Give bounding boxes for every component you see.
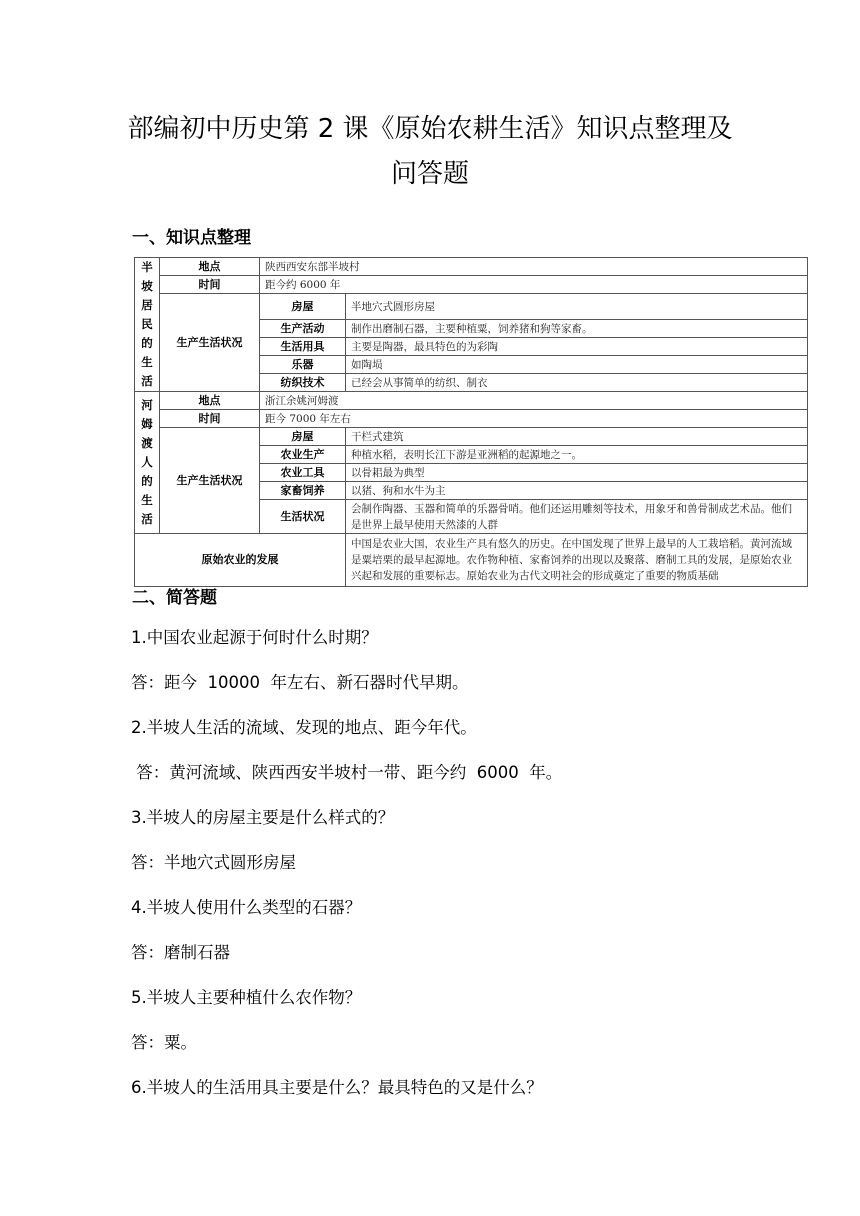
hemudu-row-label: 家畜饲养 [260, 482, 346, 500]
banpo-side-label: 半 坡 居 民 的 生 活 [135, 258, 160, 392]
hemudu-row-label: 农业生产 [260, 446, 346, 464]
question-5: 5.半坡人主要种植什么农作物？ [131, 988, 362, 1007]
hemudu-location-value: 浙江余姚河姆渡 [260, 392, 808, 410]
knowledge-table [134, 257, 808, 587]
answer-2: 答：黄河流域、陕西西安半坡村一带、距今约 6000 年。 [131, 763, 563, 782]
development-label: 原始农业的发展 [135, 534, 346, 587]
banpo-row-value: 已经会从事简单的纺织、制衣 [346, 374, 808, 392]
answer-1: 答：距今 10000 年左右、新石器时代早期。 [131, 673, 469, 692]
banpo-row-label: 纺织技术 [260, 374, 346, 392]
banpo-location-label: 地点 [160, 258, 260, 276]
answer-3: 答：半地穴式圆形房屋 [131, 853, 296, 872]
hemudu-side-label: 河 姆 渡 人 的 生 活 [135, 392, 160, 534]
banpo-location-value: 陕西西安东部半坡村 [260, 258, 808, 276]
banpo-row-label: 生产活动 [260, 320, 346, 338]
section-heading-qa: 二、简答题 [132, 588, 217, 608]
answer-5: 答：粟。 [131, 1033, 197, 1052]
hemudu-row-label: 房屋 [260, 428, 346, 446]
banpo-group-label: 生产生活状况 [160, 294, 260, 392]
hemudu-row-value: 种植水稻，表明长江下游是亚洲稻的起源地之一。 [346, 446, 808, 464]
hemudu-row-label: 农业工具 [260, 464, 346, 482]
banpo-row-value: 主要是陶器，最具特色的为彩陶 [346, 338, 808, 356]
question-4: 4.半坡人使用什么类型的石器？ [131, 898, 362, 917]
question-2: 2.半坡人生活的流域、发现的地点、距今年代。 [131, 718, 477, 737]
answer-4: 答：磨制石器 [131, 943, 230, 962]
question-6: 6.半坡人的生活用具主要是什么？最具特色的又是什么？ [131, 1078, 543, 1097]
document-title-line1: 部编初中历史第 2 课《原始农耕生活》知识点整理及 [127, 114, 733, 144]
hemudu-row-value: 干栏式建筑 [346, 428, 808, 446]
section-heading-knowledge: 一、知识点整理 [132, 228, 251, 248]
hemudu-row-value: 以猪、狗和水牛为主 [346, 482, 808, 500]
banpo-row-value: 制作出磨制石器，主要种植粟，饲养猪和狗等家畜。 [346, 320, 808, 338]
hemudu-row-value: 以骨耜最为典型 [346, 464, 808, 482]
hemudu-time-label: 时间 [160, 410, 260, 428]
hemudu-row-value: 会制作陶器、玉器和简单的乐器骨哨。他们还运用雕刻等技术，用象牙和兽骨制成艺术品。他们是世界上最早使用天然漆的人群 [346, 500, 808, 534]
banpo-row-value: 半地穴式圆形房屋 [346, 294, 808, 320]
banpo-time-label: 时间 [160, 276, 260, 294]
question-1: 1.中国农业起源于何时什么时期？ [131, 628, 378, 647]
hemudu-time-value: 距今 7000 年左右 [260, 410, 808, 428]
hemudu-group-label: 生产生活状况 [160, 428, 260, 534]
question-3: 3.半坡人的房屋主要是什么样式的？ [131, 808, 395, 827]
hemudu-row-label: 生活状况 [260, 500, 346, 534]
banpo-time-value: 距今约 6000 年 [260, 276, 808, 294]
development-value: 中国是农业大国，农业生产具有悠久的历史。在中国发现了世界上最早的人工栽培稻。黄河流域是粟培栗的最早起源地。农作物种植、家畜饲养的出现以及聚落、磨制工具的发展，是原始农业兴起和发展的重要标志。原始农业为古代文明社会的形成奠定了重要的物质基础 [346, 534, 808, 587]
banpo-row-label: 乐器 [260, 356, 346, 374]
banpo-row-label: 房屋 [260, 294, 346, 320]
banpo-row-label: 生活用具 [260, 338, 346, 356]
hemudu-location-label: 地点 [160, 392, 260, 410]
banpo-row-value: 如陶埙 [346, 356, 808, 374]
document-title-line2: 问答题 [390, 159, 469, 189]
